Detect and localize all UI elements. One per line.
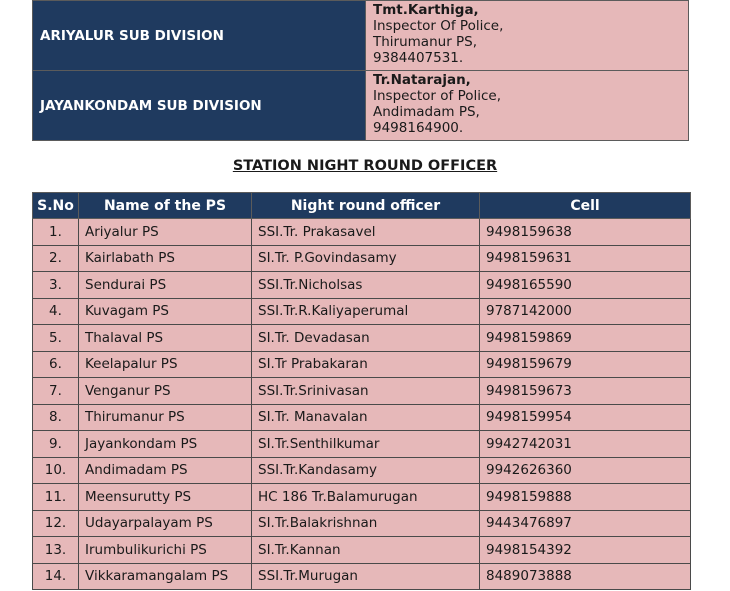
table-row: [33, 272, 691, 299]
cell-sno: 4.: [33, 298, 79, 325]
sub-division-officer: [366, 71, 689, 141]
cell-officer: SSI.Tr.Nicholsas: [252, 272, 480, 299]
cell-ps-name: Kuvagam PS: [79, 298, 252, 325]
officer-detail-line: Inspector Of Police,: [373, 18, 504, 34]
cell-phone: 9443476897: [480, 510, 691, 537]
cell-phone: 9498159869: [480, 325, 691, 352]
cell-officer: SSI.Tr. Prakasavel: [252, 219, 480, 246]
table-row: [33, 510, 691, 537]
cell-sno: 2.: [33, 245, 79, 272]
cell-officer: SI.Tr Prabakaran: [252, 351, 480, 378]
cell-sno: 6.: [33, 351, 79, 378]
cell-phone: 9498159888: [480, 484, 691, 511]
table-row: [33, 298, 691, 325]
section-title: STATION NIGHT ROUND OFFICER: [232, 158, 498, 174]
sub-division-table: [32, 0, 689, 141]
header-ps-name: Name of the PS: [79, 193, 252, 219]
cell-phone: 9787142000: [480, 298, 691, 325]
cell-officer: SSI.Tr.R.Kaliyaperumal: [252, 298, 480, 325]
cell-ps-name: Kairlabath PS: [79, 245, 252, 272]
cell-ps-name: Thalaval PS: [79, 325, 252, 352]
cell-ps-name: Jayankondam PS: [79, 431, 252, 458]
sub-division-name: ARIYALUR SUB DIVISION: [33, 1, 366, 71]
table-row: [33, 537, 691, 564]
cell-phone: 9498165590: [480, 272, 691, 299]
cell-sno: 12.: [33, 510, 79, 537]
cell-sno: 11.: [33, 484, 79, 511]
cell-ps-name: Keelapalur PS: [79, 351, 252, 378]
sub-division-row: [33, 71, 689, 141]
officer-detail-line: 9384407531.: [373, 50, 464, 66]
cell-ps-name: Ariyalur PS: [79, 219, 252, 246]
header-cell: Cell: [480, 193, 691, 219]
cell-ps-name: Sendurai PS: [79, 272, 252, 299]
cell-ps-name: Udayarpalayam PS: [79, 510, 252, 537]
cell-sno: 10.: [33, 457, 79, 484]
cell-sno: 8.: [33, 404, 79, 431]
cell-sno: 7.: [33, 378, 79, 405]
cell-ps-name: Venganur PS: [79, 378, 252, 405]
cell-ps-name: Meensurutty PS: [79, 484, 252, 511]
cell-phone: 9942742031: [480, 431, 691, 458]
cell-officer: HC 186 Tr.Balamurugan: [252, 484, 480, 511]
cell-phone: 9498159631: [480, 245, 691, 272]
officer-detail-line: Andimadam PS,: [373, 104, 480, 120]
cell-ps-name: Thirumanur PS: [79, 404, 252, 431]
sub-division-officer: [366, 1, 689, 71]
sub-division-name: JAYANKONDAM SUB DIVISION: [33, 71, 366, 141]
cell-officer: SI.Tr.Balakrishnan: [252, 510, 480, 537]
cell-officer: SSI.Tr.Murugan: [252, 563, 480, 590]
cell-officer: SI.Tr. Devadasan: [252, 325, 480, 352]
officer-detail-line: Thirumanur PS,: [373, 34, 478, 50]
cell-phone: 9498159679: [480, 351, 691, 378]
cell-ps-name: Irumbulikurichi PS: [79, 537, 252, 564]
table-row: [33, 351, 691, 378]
cell-sno: 1.: [33, 219, 79, 246]
cell-sno: 9.: [33, 431, 79, 458]
table-row: [33, 404, 691, 431]
table-row: [33, 563, 691, 590]
night-round-table: [32, 192, 691, 590]
officer-detail-line: 9498164900.: [373, 120, 464, 136]
cell-phone: 9498159954: [480, 404, 691, 431]
cell-ps-name: Vikkaramangalam PS: [79, 563, 252, 590]
table-row: [33, 378, 691, 405]
cell-phone: 9942626360: [480, 457, 691, 484]
officer-detail-line: Inspector of Police,: [373, 88, 502, 104]
table-row: [33, 431, 691, 458]
table-row: [33, 484, 691, 511]
cell-phone: 9498159638: [480, 219, 691, 246]
cell-officer: SI.Tr.Kannan: [252, 537, 480, 564]
table-row: [33, 245, 691, 272]
officer-name: Tr.Natarajan,: [373, 72, 471, 88]
table-row: [33, 219, 691, 246]
cell-officer: SSI.Tr.Srinivasan: [252, 378, 480, 405]
sub-division-row: [33, 1, 689, 71]
header-officer: Night round officer: [252, 193, 480, 219]
table-header-row: [33, 193, 691, 219]
cell-sno: 13.: [33, 537, 79, 564]
cell-ps-name: Andimadam PS: [79, 457, 252, 484]
cell-phone: 9498154392: [480, 537, 691, 564]
cell-phone: 9498159673: [480, 378, 691, 405]
cell-officer: SSI.Tr.Kandasamy: [252, 457, 480, 484]
cell-sno: 3.: [33, 272, 79, 299]
cell-phone: 8489073888: [480, 563, 691, 590]
header-sno: S.No: [33, 193, 79, 219]
cell-officer: SI.Tr. P.Govindasamy: [252, 245, 480, 272]
table-row: [33, 325, 691, 352]
officer-name: Tmt.Karthiga,: [373, 2, 479, 18]
table-row: [33, 457, 691, 484]
cell-officer: SI.Tr. Manavalan: [252, 404, 480, 431]
cell-sno: 5.: [33, 325, 79, 352]
cell-sno: 14.: [33, 563, 79, 590]
cell-officer: SI.Tr.Senthilkumar: [252, 431, 480, 458]
